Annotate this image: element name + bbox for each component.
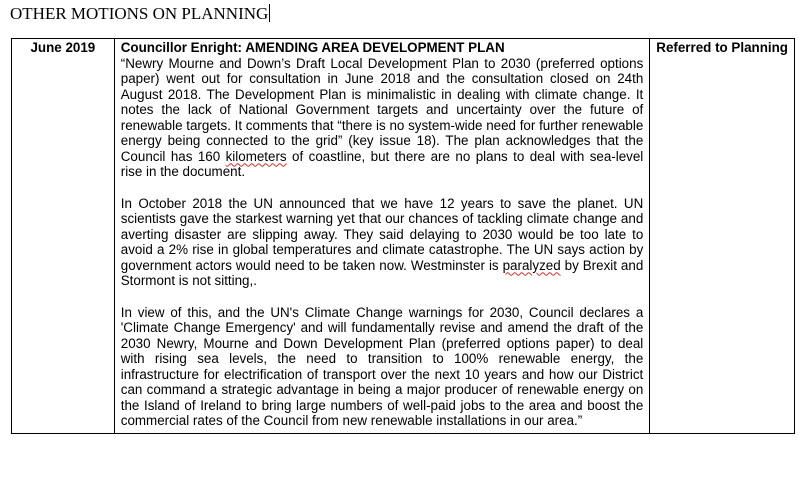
motion-paragraph (121, 56, 644, 180)
spellcheck-word: paralyzed (502, 257, 561, 273)
motion-title: Councillor Enright: AMENDING AREA DEVELOPMENT PLAN (120, 40, 505, 55)
paragraph-gap (121, 180, 644, 196)
table-row (12, 39, 795, 434)
paragraph-text: of coastline, but there are no plans to deal with sea-level rise in the document. (120, 148, 644, 179)
text-cursor (269, 4, 270, 22)
motion-body (114, 39, 650, 434)
section-heading: OTHER MOTIONS ON PLANNING (10, 4, 269, 23)
paragraph-text: “Newry Mourne and Down’s Draft Local Development Plan to 2030 (preferred options paper) went out for consultation in June 2018 and the consultation closed on 24th August 2018. The Development Plan is minimalistic in dealing with climate change. It notes the lack of National Government targets and uncertainty over the future of renewable targets. It comments that “there is no system-wide need for further renewable energy being connected to the grid” (key issue 18). The plan acknowledges that the Council has 160 (120, 55, 644, 164)
paragraph-gap (121, 289, 644, 305)
motion-paragraphs (121, 56, 644, 429)
motion-paragraph (121, 196, 644, 289)
paragraph-text: In October 2018 the UN announced that we have 12 years to save the planet. UN scientists gave the starkest warning yet that our chances of tackling climate change and averting disaster are slipping away. They said delaying to 2030 would be too late to avoid a 2% rise in global temperatures and climate catastrophe. The UN says action by government actors would need to be taken now. Westminster is (120, 195, 644, 273)
motions-table (11, 38, 795, 434)
referred-to: Referred to Planning (650, 39, 795, 434)
spellcheck-word: kilometers (225, 148, 287, 164)
motion-paragraph (121, 305, 644, 429)
paragraph-text: In view of this, and the UN's Climate Change warnings for 2030, Council declares a 'Climate Change Emergency' and will fundamentally revise and amend the draft of the 2030 Newry, Mourne and Down Development Plan (preferred options paper) to deal with rising sea levels, the need to transition to 100% renewable energy, the infrastructure for electrification of transport over the next 10 years and how our District can command a strategic advantage in being a major producer of renewable energy on the Island of Ireland to bring large numbers of well-paid jobs to the area and boost the commercial rates of the Council from new renewable installations in our area.” (120, 304, 644, 428)
paragraph-text: by Brexit and Stormont is not sitting,. (120, 257, 644, 288)
motion-date: June 2019 (12, 39, 115, 434)
